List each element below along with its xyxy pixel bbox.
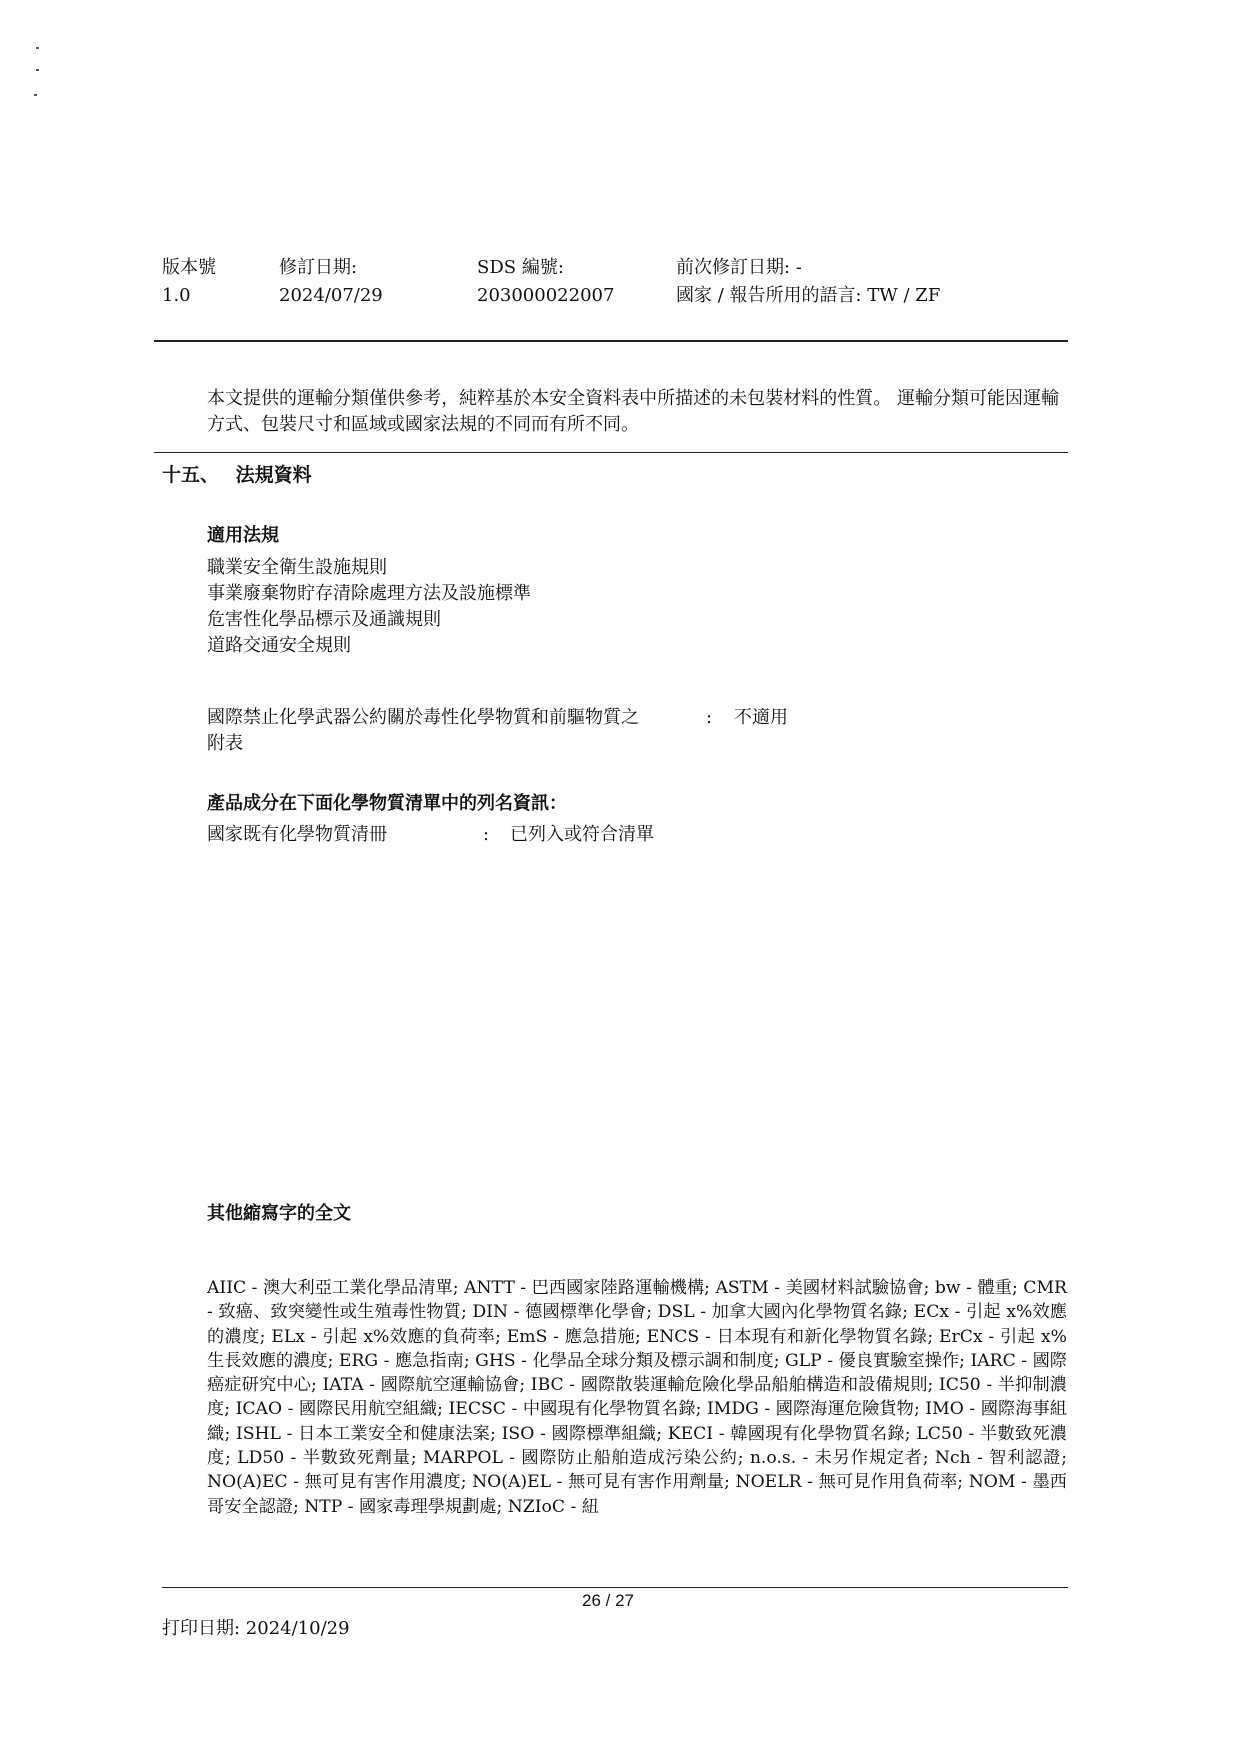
abbreviations-text: AIIC - 澳大利亞工業化學品清單; ANTT - 巴西國家陸路運輸機構; ASTM - 美國材料試驗協會; bw - 體重; CMR - 致癌、致突變性或生殖毒性物質; DIN - 德國標準化學會; DSL - 加拿大國內化學物質名錄; ECx - 引起 x%效應的濃度; ELx - 引起 x%效應的負荷率; EmS - 應急措施; ENCS - 日本現有和新化學物質名錄; ErCx - 引起 x%生長效應的濃度; ERG - 應急指南; GHS - 化學品全球分類及標示調和制度; GLP - 優良實驗室操作; IARC - 國際癌症研究中心; IATA - 國際航空運輸協會; IBC - 國際散裝運輸危險化學品船舶構造和設備規則; IC50 - 半抑制濃度; ICAO - 國際民用航空組織; IECSC - 中國現有化學物質名錄; IMDG - 國際海運危險貨物; IMO - 國際海事組織; ISHL - 日本工業安全和健康法案; ISO - 國際標準組織; KECI - 韓國現有化學物質名錄; LC50 - 半數致死濃度; LD50 - 半數致死劑量; MARPOL - 國際防止船舶造成污染公約; n.o.s. - 未另作規定者; Nch - 智利認證; NO(A)EC - 無可見有害作用濃度; NO(A)EL - 無可見有害作用劑量; NOELR - 無可見作用負荷率; NOM - 墨西哥安全認證; NTP - 國家毒理學規劃處; NZIoC - 紐 [207, 1278, 1067, 1517]
regulation-item: 事業廢棄物貯存清除處理方法及設施標準 [207, 583, 531, 604]
section-rule [154, 452, 1068, 453]
regulation-item: 道路交通安全規則 [207, 635, 351, 656]
header-rule [154, 340, 1068, 342]
regulations-list [207, 555, 531, 659]
section-title: 法規資料 [235, 464, 312, 486]
sds-number-value: 203000022007 [477, 285, 615, 306]
version-value: 1.0 [162, 285, 191, 306]
inventory-colon: : [483, 824, 490, 845]
chemical-weapons-value: 不適用 [734, 707, 788, 728]
abbreviations-heading: 其他縮寫字的全文 [207, 1203, 351, 1224]
applicable-regulations-heading: 適用法規 [207, 525, 279, 546]
print-date: 打印日期: 2024/10/29 [162, 1618, 350, 1639]
regulation-item: 危害性化學品標示及通識規則 [207, 609, 441, 630]
chemical-weapons-label-line1: 國際禁止化學武器公約關於毒性化學物質和前驅物質之 [207, 707, 639, 728]
sds-number-label: SDS 編號: [477, 257, 564, 278]
inventory-value: 已列入或符合清單 [510, 824, 654, 845]
revision-date-value: 2024/07/29 [279, 285, 383, 306]
chemical-weapons-label [207, 705, 639, 757]
scan-speck [34, 94, 37, 96]
scan-speck [36, 47, 39, 49]
section-number: 十五、 [162, 464, 220, 486]
chemical-weapons-colon: : [706, 707, 713, 728]
revision-date-label: 修訂日期: [279, 257, 358, 278]
chemical-weapons-label-line2: 附表 [207, 733, 243, 754]
scan-speck [36, 69, 39, 71]
regulation-item: 職業安全衛生設施規則 [207, 557, 387, 578]
page-number: 26 / 27 [582, 1591, 634, 1610]
inventory-heading: 產品成分在下面化學物質清單中的列名資訊： [207, 793, 567, 814]
inventory-label: 國家既有化學物質清冊 [207, 824, 387, 845]
section-heading [162, 460, 312, 490]
version-label: 版本號 [162, 257, 216, 278]
country-language: 國家 / 報告所用的語言: TW / ZF [676, 285, 941, 306]
transport-note: 本文提供的運輸分類僅供參考，純粹基於本安全資料表中所描述的未包裝材料的性質。 運輸分類可能因運輸方式、包裝尺寸和區域或國家法規的不同而有所不同。 [207, 388, 1059, 435]
footer-rule [162, 1587, 1068, 1588]
previous-revision-date: 前次修訂日期: - [676, 257, 802, 278]
